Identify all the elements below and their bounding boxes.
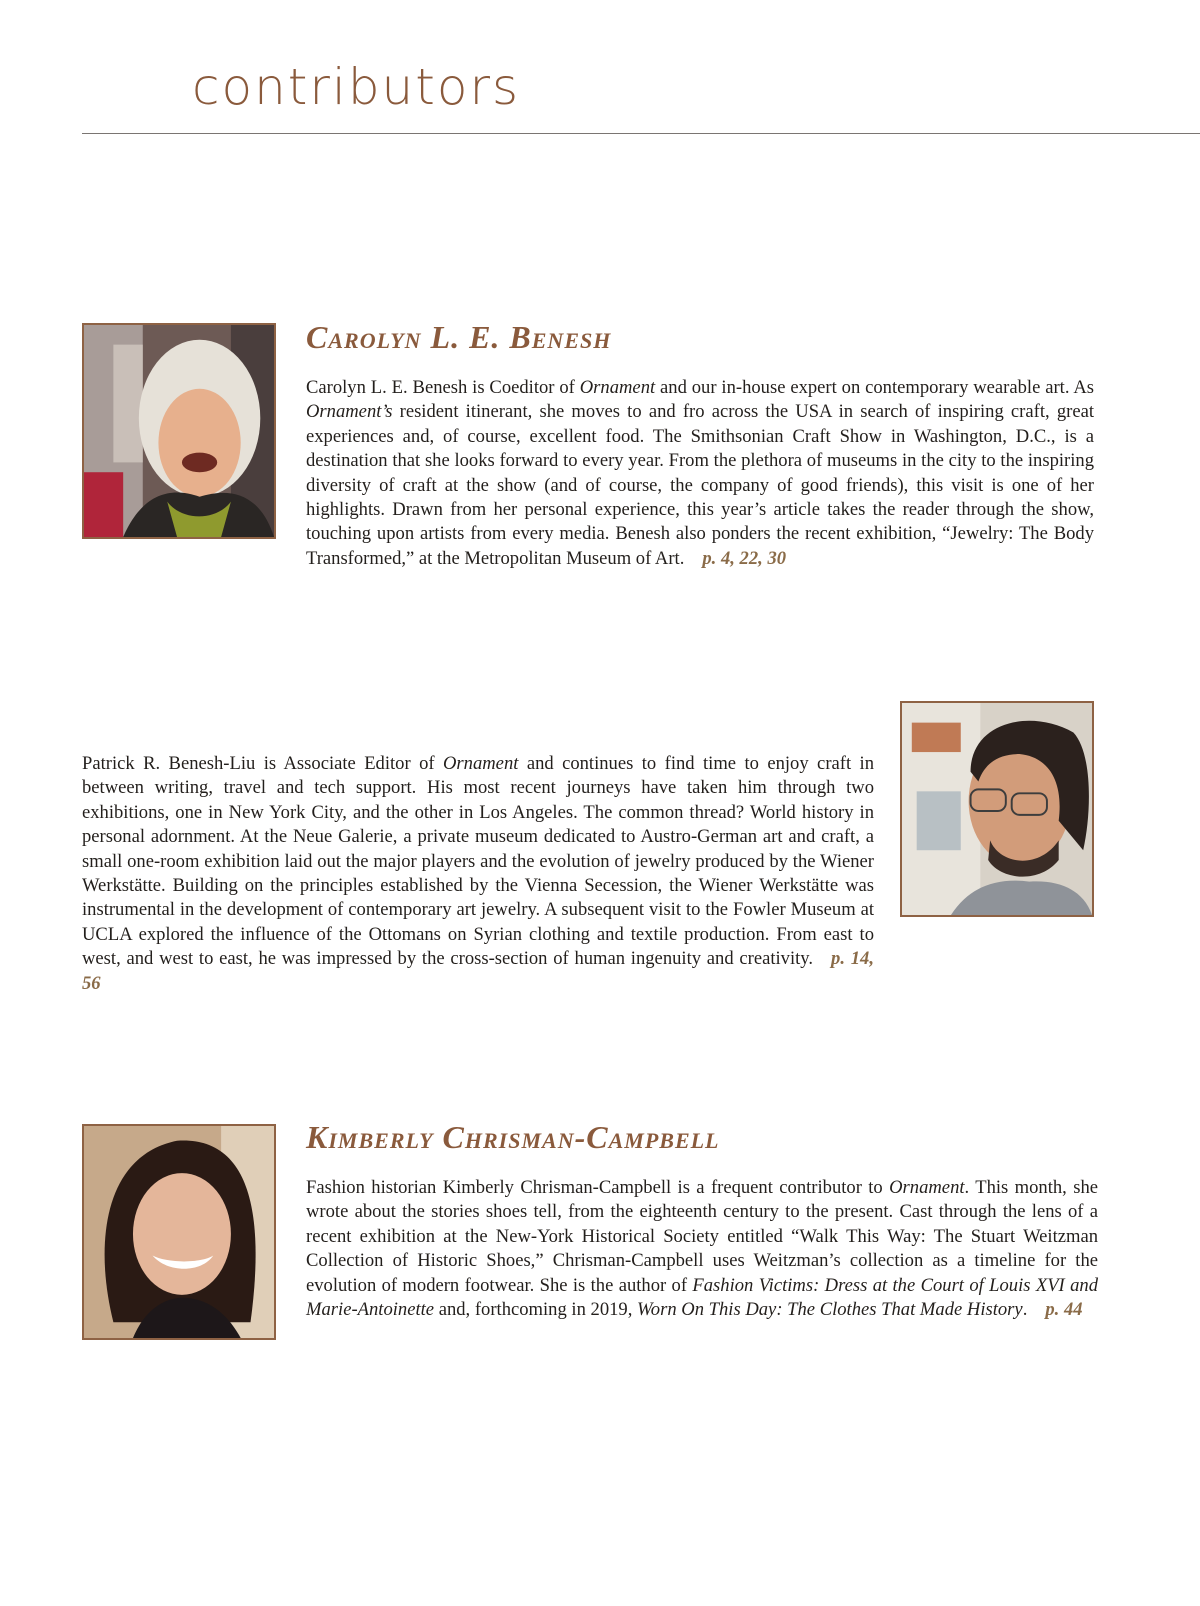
bio-text: . This month, she wrote about the stories shoes tell, from the eighteenth century to the present. Cast through the lens of a recent exhibition at the New-York Historical Society entitled “Walk This Way: The Stuart Weitzman Collection of Historic Shoes,” Chrisman-Campbell uses Weitzman’s collection as a timeline for the evolution of modern footwear. She is the author of [306,1177,1098,1296]
bio-text: . [1022,1299,1028,1321]
bio-italic-text: Ornament [579,377,656,398]
page-reference: p. 4, 22, 30 [702,547,787,569]
bio-italic-text: Ornament’s [306,401,393,423]
bio-text: Patrick R. Benesh-Liu is Associate Editor of [82,753,443,774]
portrait-smiling-woman-photo [82,1124,276,1340]
bio-text: and continues to find time to enjoy craft in between writing, travel and tech support. His most recent journeys have taken him through two exhibitions, one in New York City, and the other in Los Angeles. The common thread? World history in personal adornment. At the Neue Galerie, a private museum dedicated to Austro-German art and craft, a small one-room exhibition laid out the major players and the evolution of jewelry produced by the Wiener Werkstätte. Building on the principles established by the Vienna Secession, the Wiener Werkstätte was instrumental in the development of contemporary art jewelry. A subsequent visit to the Fowler Museum at UCLA explored the influence of the Ottomans on Syrian clothing and textile production. From east to west, and west to east, he was impressed by the cross-section of human ingenuity and creativity. [82,753,874,970]
contributor-bio [82,752,874,996]
bio-italic-text: Worn On This Day: The Clothes That Made History [637,1299,1023,1321]
page-reference: p. 14, 56 [82,948,874,994]
portrait-man-glasses-photo [900,701,1094,917]
bio-italic-text: Fashion Victims: Dress at the Court of Louis XVI and Marie-Antoinette [306,1274,1098,1321]
bio-text: and, forthcoming in 2019, [434,1299,638,1321]
bio-text: and our in-house expert on contemporary wearable art. As [655,377,1094,398]
bio-italic-text: Ornament [443,753,519,774]
contributor-name: Kimberly Chrisman-Campbell [306,1119,720,1155]
bio-text: Carolyn L. E. Benesh is Coeditor of [306,377,580,398]
contributor-bio [306,1176,1098,1322]
portrait-laughing-woman-photo [82,323,276,539]
bio-text: Fashion historian Kimberly Chrisman-Campbell is a frequent contributor to [306,1177,890,1198]
contributor-name: Carolyn L. E. Benesh [306,319,612,355]
bio-text: resident itinerant, she moves to and fro across the USA in search of inspiring craft, great experiences and, of course, excellent food. The Smithsonian Craft Show in Washington, D.C., is a destination that she looks forward to every year. From the plethora of museums in the city to the inspiring diversity of craft at the show (and of course, the company of good friends), this visit is one of her highlights. Drawn from her personal experience, this year’s article takes the reader through the show, touching upon artists from every media. Benesh also ponders the recent exhibition, “Jewelry: The Body Transformed,” at the Metropolitan Museum of Art. [306,401,1094,569]
contributor-bio [306,376,1094,571]
title-rule [82,133,1200,134]
bio-italic-text: Ornament [889,1177,965,1198]
page-reference: p. 44 [1045,1299,1083,1321]
page-title: contributors [192,58,521,116]
